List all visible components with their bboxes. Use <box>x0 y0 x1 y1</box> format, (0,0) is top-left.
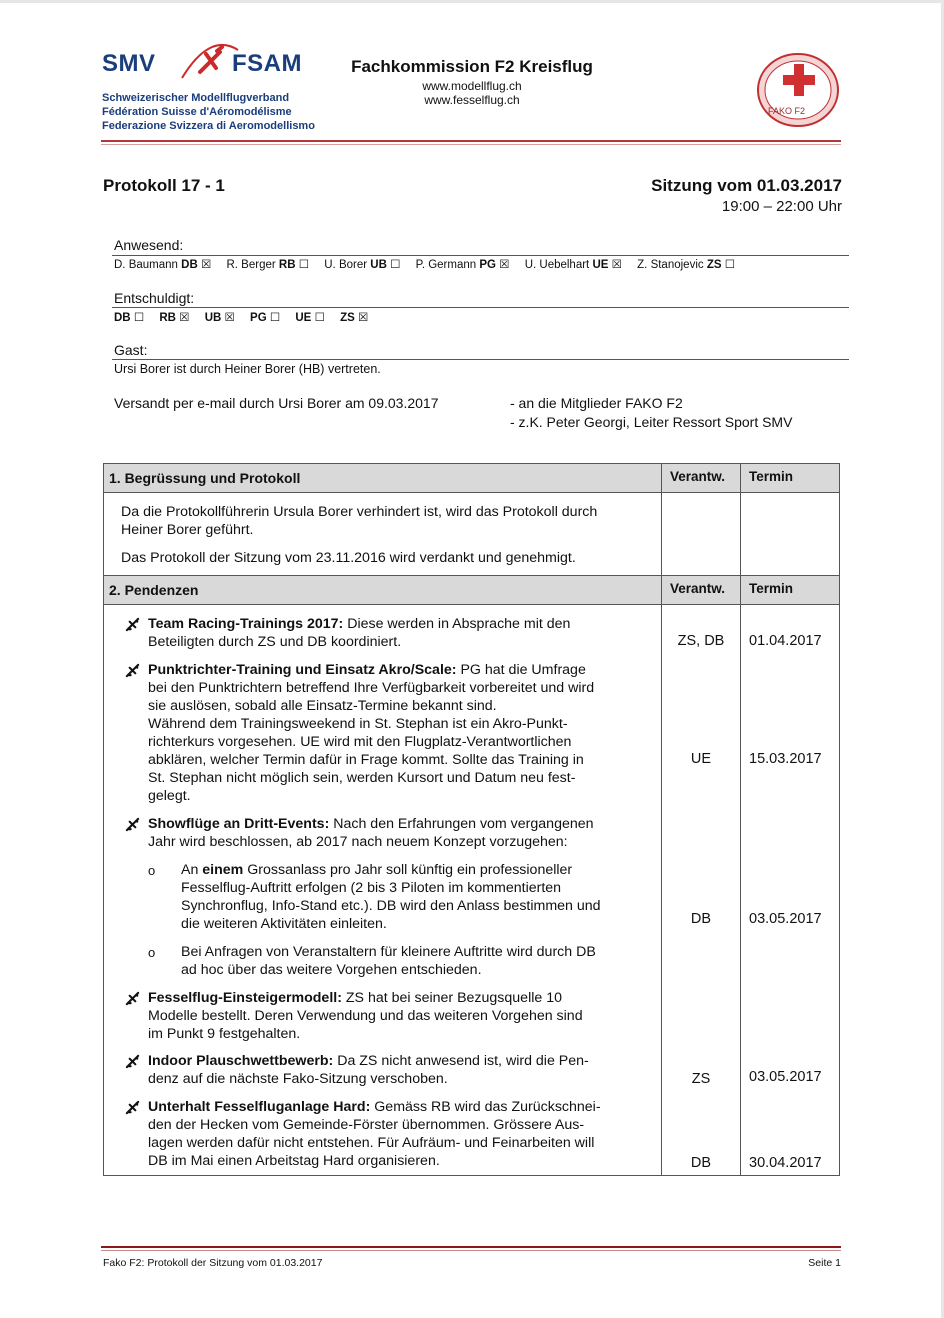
logo-fsam-text: FSAM <box>232 50 302 77</box>
section2-header-row <box>104 576 839 604</box>
verantw-cell: ZS <box>691 1071 711 1087</box>
text-line: St. Stephan nicht möglich sein, werden Kursort und Datum neu fest- <box>148 770 576 786</box>
verantw-cell: ZS, DB <box>677 633 725 649</box>
sub-bullet: o <box>148 945 156 960</box>
sub-item <box>181 943 596 979</box>
excused-checkbox[interactable]: ☒ <box>357 312 369 324</box>
person-code: PG <box>250 312 267 324</box>
airplane-bullet-icon <box>125 1054 140 1069</box>
text-line: Heiner Borer geführt. <box>121 522 254 538</box>
person-code: UB <box>370 259 387 271</box>
header-divider-thin <box>101 144 841 145</box>
excused-checkbox[interactable]: ☐ <box>314 312 325 324</box>
anwesend-label: Anwesend: <box>114 237 184 253</box>
emphasis: einem <box>202 862 244 878</box>
person-code: ZS <box>340 312 355 324</box>
column-divider <box>661 464 662 1175</box>
text-line: den der Hecken vom Gemeinde-Förster übernommen. Grössere Aus- <box>148 1117 585 1133</box>
text-line: PG hat die Umfrage <box>456 662 586 678</box>
excused-checkbox[interactable]: ☐ <box>269 312 281 324</box>
text-line: im Punkt 9 festgehalten. <box>148 1026 301 1042</box>
person-name: U. Uebelhart <box>524 259 590 271</box>
person-code: UE <box>295 312 312 324</box>
section2-title: 2. Pendenzen <box>109 582 199 598</box>
header-link-fesselflug[interactable]: www.fesselflug.ch <box>424 93 520 107</box>
text-line: Jahr wird beschlossen, ab 2017 nach neuem Konzept vorzugehen: <box>148 834 568 850</box>
protokoll-number: Protokoll 17 - 1 <box>103 176 225 195</box>
anwesend-rule <box>112 255 849 256</box>
person-name: R. Berger <box>226 259 276 271</box>
pendenz-item <box>148 661 594 805</box>
text-line: Diese werden in Absprache mit den <box>343 616 571 632</box>
pendenz-item <box>148 615 570 651</box>
org-name-fr: Fédération Suisse d'Aéromodélisme <box>102 106 292 118</box>
sub-bullet: o <box>148 863 156 878</box>
person-name: P. Germann <box>415 259 477 271</box>
pendenz-item <box>148 815 594 851</box>
org-name-it: Federazione Svizzera di Aeromodellismo <box>102 120 315 132</box>
fako-f2-seal-icon <box>750 50 842 130</box>
person-name: Z. Stanojevic <box>637 259 704 271</box>
text-line: Gemäss RB wird das Zurückschnei- <box>370 1099 601 1115</box>
text-line: die weiteren Aktivitäten einleiten. <box>181 916 387 932</box>
header-divider <box>101 140 841 142</box>
text-line: ad hoc über das weitere Vorgehen entschieden. <box>181 962 482 978</box>
person-name: U. Borer <box>324 259 368 271</box>
section1-title: 1. Begrüssung und Protokoll <box>109 470 301 486</box>
termin-cell: 15.03.2017 <box>749 751 822 767</box>
text-line: Während dem Trainingsweekend in St. Stephan ist ein Akro-Punkt- <box>148 716 568 732</box>
row-divider <box>103 492 840 493</box>
excused-checkbox[interactable]: ☒ <box>224 312 235 324</box>
excused-checkbox[interactable]: ☒ <box>179 312 190 324</box>
airplane-bullet-icon <box>125 617 140 632</box>
text-line: Da ZS nicht anwesend ist, wird die Pen- <box>333 1053 589 1069</box>
gast-text: Ursi Borer ist durch Heiner Borer (HB) vertreten. <box>114 362 381 376</box>
person-code: DB <box>114 312 131 324</box>
text-line: ZS hat bei seiner Bezugsquelle 10 <box>341 990 562 1006</box>
pendenz-item <box>148 1052 589 1088</box>
text-line: denz auf die nächste Fako-Sitzung verschoben. <box>148 1071 448 1087</box>
text-line: Beteiligten durch ZS und DB koordiniert. <box>148 634 402 650</box>
recipient-line: - an die Mitglieder FAKO F2 <box>510 395 683 411</box>
section1-paragraph <box>121 503 597 539</box>
pendenz-title: Indoor Plauschwettbewerb: <box>148 1053 334 1069</box>
person-code: UB <box>204 312 222 324</box>
verantw-cell: UE <box>690 751 712 767</box>
termin-cell: 03.05.2017 <box>749 911 822 927</box>
airplane-bullet-icon <box>125 991 140 1006</box>
document-header-title: Fachkommission F2 Kreisflug <box>351 57 593 76</box>
person-code: ZS <box>706 259 722 271</box>
text-line: Bei Anfragen von Veranstaltern für kleinere Auftritte wird durch DB <box>181 944 596 960</box>
entschuldigt-rule <box>112 307 849 308</box>
pendenz-item <box>148 989 583 1043</box>
text-line: richterkurs vorgesehen. UE wird mit den Flugplatz-Verantwortlichen <box>148 734 572 750</box>
entschuldigt-label: Entschuldigt: <box>114 290 195 306</box>
page-number: Seite 1 <box>808 1257 841 1269</box>
airplane-bullet-icon <box>125 1100 140 1115</box>
org-name-de: Schweizerischer Modellflugverband <box>102 92 290 104</box>
termin-cell: 01.04.2017 <box>749 633 822 649</box>
text-line: sie auslösen, sobald alle Einsatz-Termine bekannt sind. <box>148 698 497 714</box>
recipient-line: - z.K. Peter Georgi, Leiter Ressort Sport SMV <box>510 414 793 430</box>
person-code: RB <box>159 312 176 324</box>
attendance-checkbox[interactable]: ☐ <box>390 259 401 271</box>
person-code: PG <box>479 259 496 271</box>
text-line: gelegt. <box>148 788 191 804</box>
person-name: D. Baumann <box>114 259 178 271</box>
gast-label: Gast: <box>114 342 148 358</box>
sub-item <box>181 861 601 933</box>
text-line: lagen werden dafür nicht entstehen. Für Aufräum- und Feinarbeiten will <box>148 1135 595 1151</box>
seal-text: FAKO F2 <box>768 106 806 116</box>
airplane-bullet-icon <box>125 817 140 832</box>
pendenz-item <box>148 1098 601 1170</box>
column-header-verantw: Verantw. <box>670 581 726 596</box>
pendenz-title: Showflüge an Dritt-Events: <box>148 816 330 832</box>
attendance-checkbox[interactable]: ☐ <box>298 259 310 271</box>
pendenz-title: Punktrichter-Training und Einsatz Akro/Scale: <box>148 662 457 678</box>
pendenz-title: Team Racing-Trainings 2017: <box>148 616 344 632</box>
verantw-cell: DB <box>690 1155 712 1171</box>
excused-checkbox[interactable]: ☐ <box>133 312 145 324</box>
person-code: RB <box>278 259 296 271</box>
pendenz-title: Fesselflug-Einsteigermodell: <box>148 990 342 1006</box>
column-header-termin: Termin <box>749 581 794 596</box>
footer-divider-thin <box>101 1250 841 1251</box>
text-line: An <box>181 862 203 878</box>
header-link-modellflug[interactable]: www.modellflug.ch <box>422 79 522 93</box>
footer-divider <box>101 1246 841 1248</box>
versand-text: Versandt per e-mail durch Ursi Borer am 09.03.2017 <box>114 395 439 411</box>
column-header-termin: Termin <box>749 469 794 484</box>
attendance-checkbox[interactable]: ☒ <box>200 259 212 271</box>
page-edge-top <box>0 0 944 3</box>
text-line: Grossanlass pro Jahr soll künftig ein professioneller <box>243 862 573 878</box>
text-line: abklären, welcher Termin dafür in Frage kommt. Sollte das Training in <box>148 752 584 768</box>
entschuldigt-list <box>114 310 368 324</box>
column-divider <box>740 464 741 1175</box>
footer-left-text: Fako F2: Protokoll der Sitzung vom 01.03.2017 <box>103 1257 323 1269</box>
text-line: Synchronflug, Info-Stand etc.). DB wird den Anlass bestimmen und <box>181 898 601 914</box>
attendance-checkbox[interactable]: ☐ <box>724 259 736 271</box>
text-line: Fesselflug-Auftritt erfolgen (2 bis 3 Piloten im kommentierten <box>181 880 562 896</box>
airplane-bullet-icon <box>125 663 140 678</box>
text-line: bei den Punktrichtern betreffend Ihre Verfügbarkeit vorbereitet und wird <box>148 680 595 696</box>
meeting-time: 19:00 – 22:00 Uhr <box>721 198 842 215</box>
attendance-checkbox[interactable]: ☒ <box>611 259 622 271</box>
anwesend-list <box>114 257 735 271</box>
section1-paragraph: Das Protokoll der Sitzung vom 23.11.2016 wird verdankt und genehmigt. <box>121 550 576 566</box>
verantw-cell: DB <box>690 911 712 927</box>
termin-cell: 30.04.2017 <box>749 1155 822 1171</box>
text-line: DB im Mai einen Arbeitstag Hard organisieren. <box>148 1153 440 1169</box>
logo-smv-text: SMV <box>102 50 156 77</box>
meeting-date: Sitzung vom 01.03.2017 <box>651 176 842 195</box>
text-line: Modelle bestellt. Deren Verwendung und das weiteren Vorgehen sind <box>148 1008 583 1024</box>
gast-rule <box>112 359 849 360</box>
row-divider <box>103 604 840 605</box>
termin-cell: 03.05.2017 <box>749 1069 822 1085</box>
text-line: Da die Protokollführerin Ursula Borer verhindert ist, wird das Protokoll durch <box>121 504 598 520</box>
text-line: Nach den Erfahrungen vom vergangenen <box>329 816 594 832</box>
person-code: UE <box>592 259 609 271</box>
person-code: DB <box>181 259 198 271</box>
attendance-checkbox[interactable]: ☒ <box>499 259 510 271</box>
column-header-verantw: Verantw. <box>670 469 726 484</box>
pendenz-title: Unterhalt Fesselfluganlage Hard: <box>148 1099 371 1115</box>
